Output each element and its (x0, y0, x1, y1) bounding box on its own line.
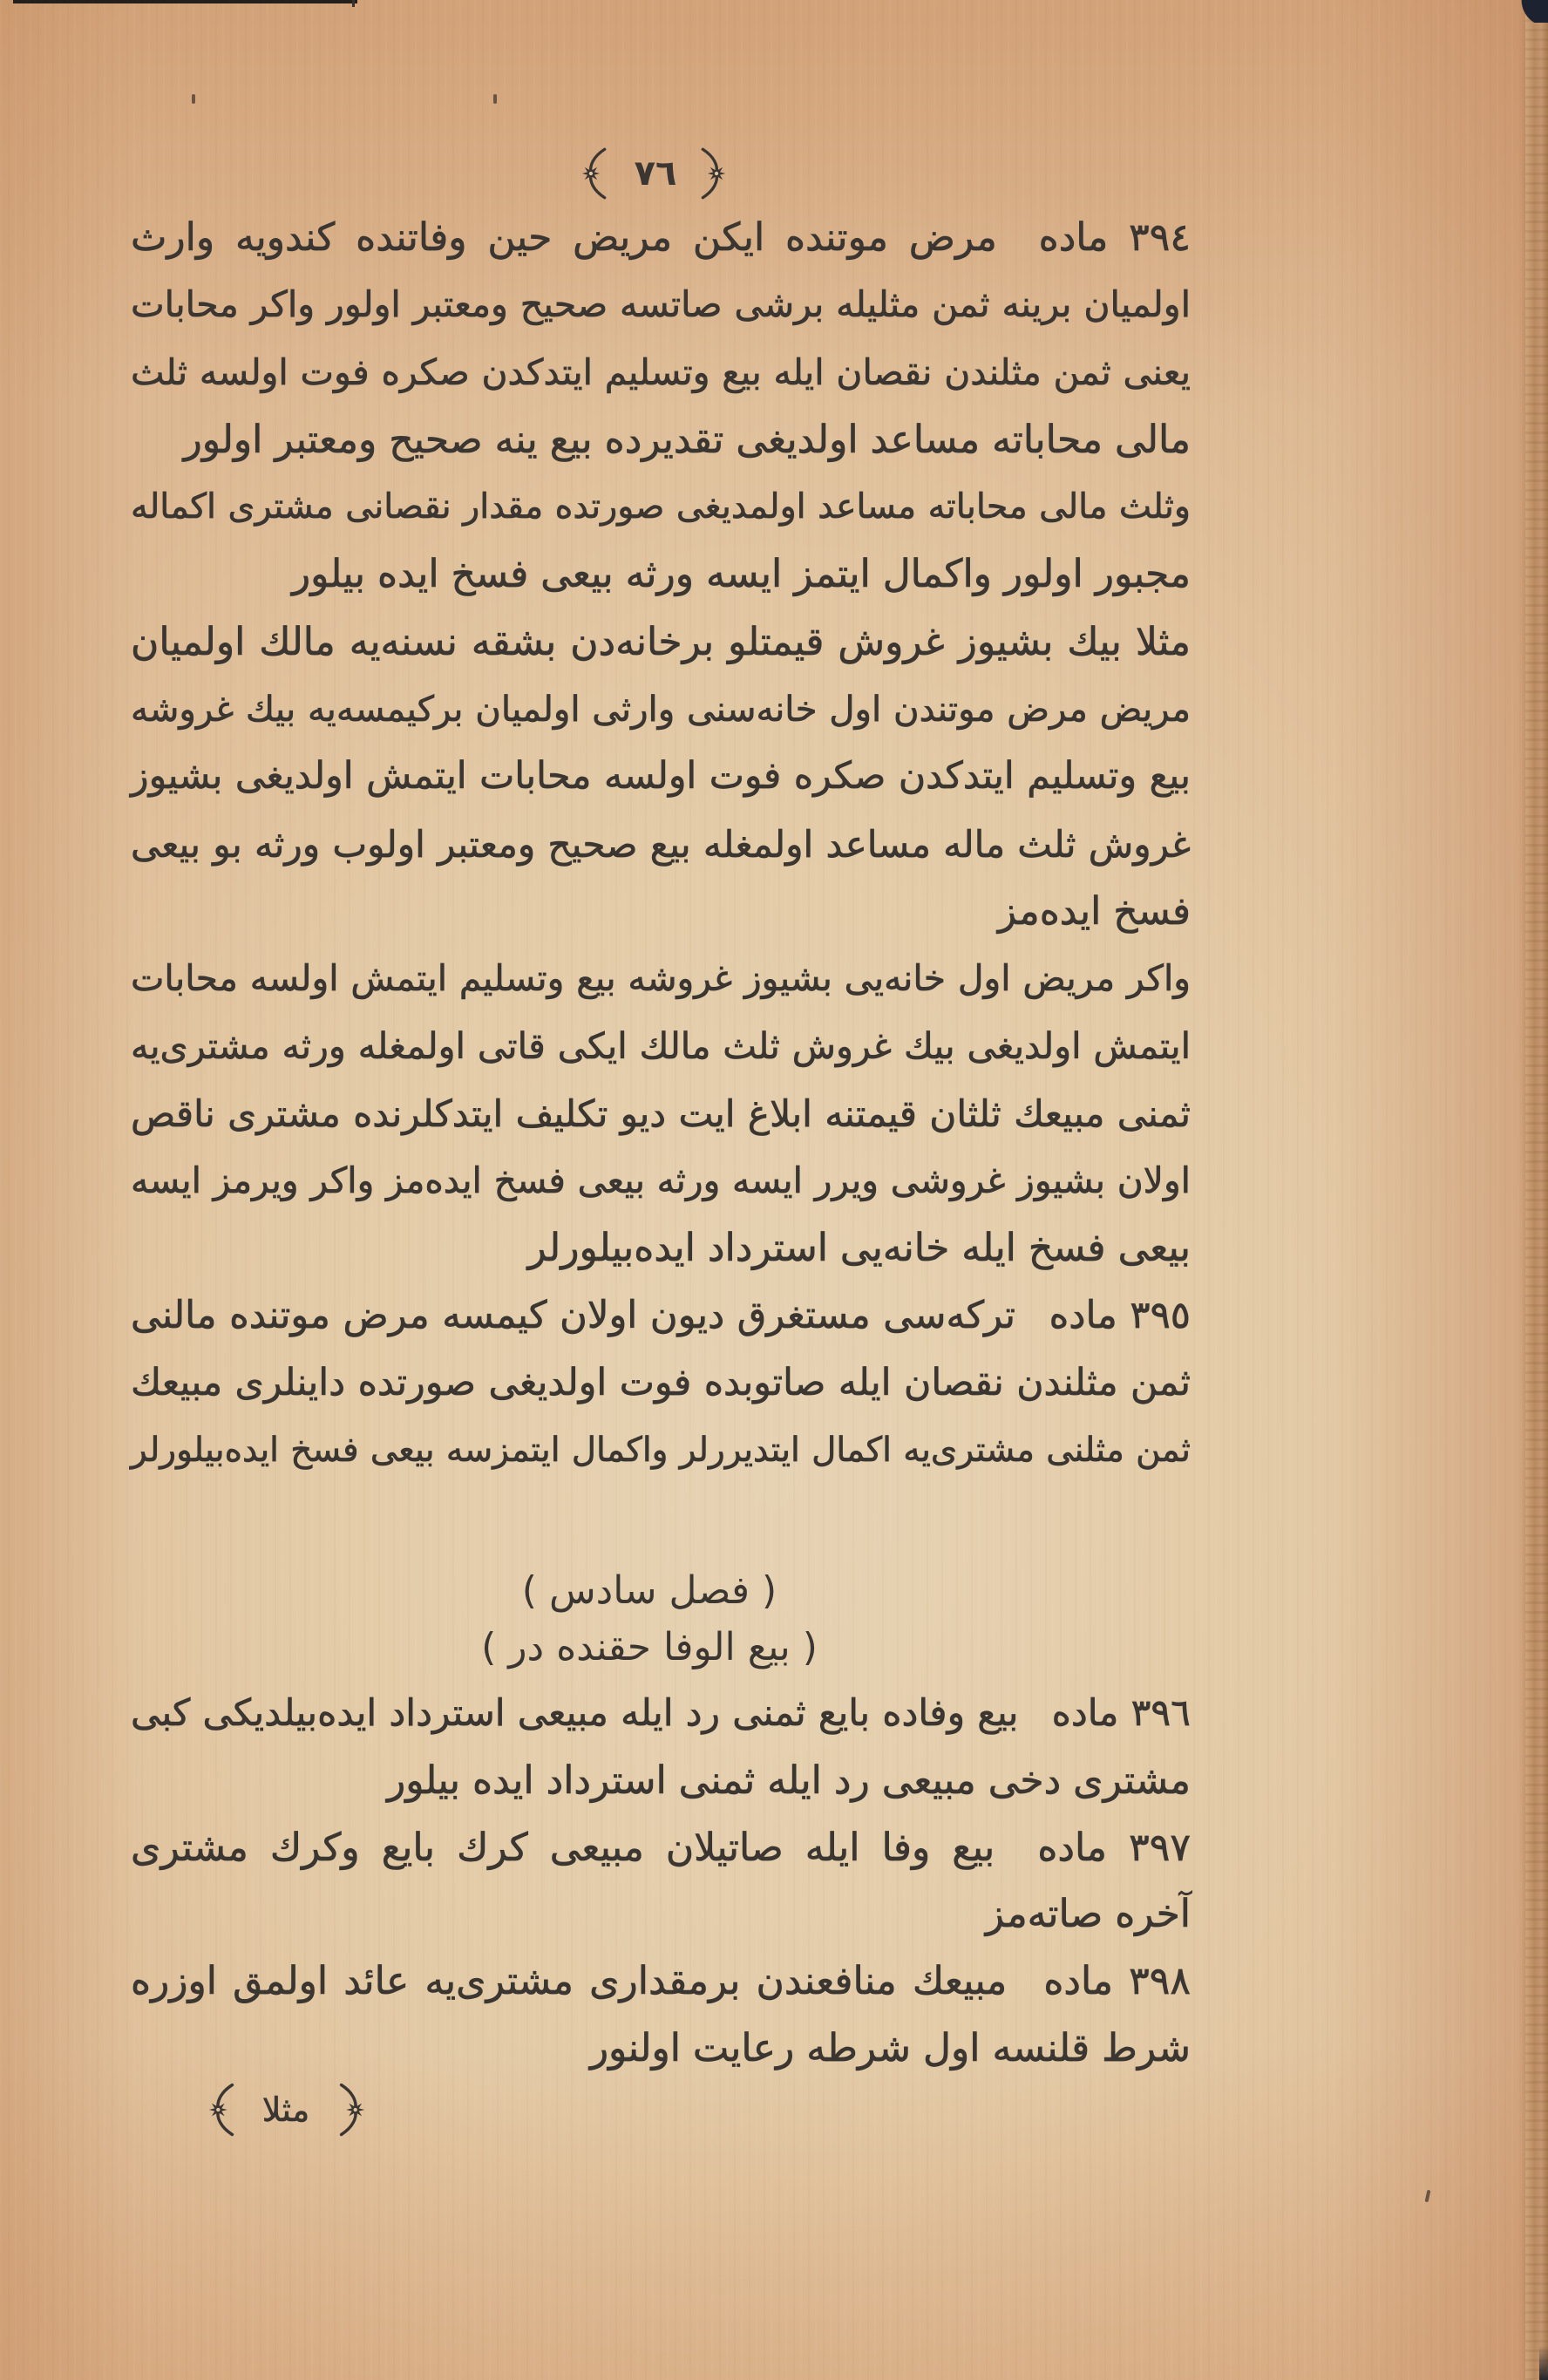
paper-speck (1425, 2190, 1431, 2203)
article-number: ٣٩٤ (1129, 215, 1191, 260)
text-line: یعنی ثمن مثلندن نقصان ایله بیع وتسلیم ایتدكدن صكره فوت اولسه ثلث (131, 350, 1191, 393)
paper-speck (192, 94, 195, 104)
text-line: مالی محاباته مساعد اولدیغی تقدیرده بیع ینه صحیح ومعتبر اولور (183, 417, 1191, 462)
text-line: وثلث مالی محاباته مساعد اولمدیغی صورتده مقدار نقصانی مشتری اكماله (131, 486, 1191, 527)
article-397-heading-line (131, 1815, 1191, 1882)
article-label: ماده (1049, 1293, 1117, 1337)
section-subtitle: ( بیع الوفا حقنده در ) (481, 1625, 818, 1669)
floral-bracket-left-icon (580, 146, 612, 201)
text-line: مریض مرض موتندن اول خانه‌سنی وارثی اولمیان بركیمسه‌یه بیك غروشه (131, 689, 1191, 731)
text-line: ثمن مثلندن نقصان ایله صاتوبده فوت اولدیغی صورتده داینلری مبیعك (131, 1361, 1191, 1405)
catchword-text: مثلا (261, 2091, 310, 2129)
article-398-heading-line (131, 1948, 1191, 2016)
floral-bracket-right-icon (696, 146, 728, 201)
section-title: ( فصل سادس ) (521, 1568, 777, 1613)
article-text: بیع وفاده بایع ثمنی رد ایله مبیعی استرداد ایده‌بیلدیكی كبی (131, 1692, 1019, 1735)
text-line: ثمن مثلنی مشتری‌یه اكمال ایتدیررلر واكمال ایتمزسه بیعی فسخ ایده‌بیلورلر (131, 1431, 1191, 1471)
text-line: بیعی فسخ ایله خانه‌یی استرداد ایده‌بیلورلر (527, 1226, 1191, 1271)
article-text: بیع وفا ایله صاتیلان مبیعی كرك بایع وكرك مشتری (131, 1825, 995, 1870)
text-line: ایتمش اولدیغی بیك غروش ثلث مالك ایكی قاتی اولمغله ورثه مشتری‌یه (131, 1024, 1191, 1067)
text-line: ثمنی مبیعك ثلثان قیمتنه ابلاغ ایت دیو تكلیف ایتدكلرنده مشتری ناقص (131, 1091, 1191, 1135)
article-text: مبیعك منافعندن برمقداری مشتری‌یه عائد اولمق اوزره (131, 1959, 1008, 2004)
article-396-heading-line (131, 1681, 1191, 1748)
scan-edge-line (13, 0, 357, 3)
background-corner-top-right (1518, 0, 1548, 23)
text-line: مجبور اولور واكمال ایتمز ایسه ورثه بیعی فسخ ایده بیلور (291, 552, 1191, 597)
background-corner-bottom-right (1539, 2345, 1548, 2380)
article-number: ٣٩٨ (1129, 1959, 1191, 2004)
article-395-heading-line (131, 1282, 1191, 1350)
page-stack-edge (1525, 0, 1548, 2380)
page-number-header (580, 146, 728, 201)
article-text: تركه‌سی مستغرق دیون اولان كیمسه مرض موتنده مالنی (131, 1293, 1016, 1337)
text-line: اولمیان برینه ثمن مثلیله برشی صاتسه صحیح ومعتبر اولور واكر محابات (131, 283, 1191, 326)
article-number: ٣٩٥ (1130, 1293, 1191, 1337)
floral-bracket-right-icon (334, 2082, 367, 2138)
text-line: واكر مریض اول خانه‌یی بشیوز غروشه بیع وتسلیم ایتمش اولسه محابات (131, 957, 1191, 1000)
article-number: ٣٩٧ (1129, 1825, 1191, 1870)
article-label: ماده (1037, 1825, 1107, 1870)
text-line: مشتری دخی مبیعی رد ایله ثمنی استرداد ایده بیلور (386, 1758, 1191, 1803)
page-number: ٧٦ (634, 153, 677, 194)
article-394-heading-line (131, 204, 1191, 271)
paper-speck (493, 94, 497, 104)
catchword (207, 2082, 367, 2138)
text-block-articles-394-395 (131, 204, 1191, 1485)
scan-edge-tick (352, 0, 355, 7)
text-line: شرط قلنسه اول شرطه رعایت اولنور (589, 2025, 1191, 2071)
text-line: غروش ثلث ماله مساعد اولمغله بیع صحیح ومعتبر اولوب ورثه بو بیعی (131, 822, 1191, 866)
article-number: ٣٩٦ (1130, 1692, 1191, 1735)
article-text: مرض موتنده ایكن مریض حین وفاتنده كندویه وارث (131, 215, 997, 260)
article-label: ماده (1043, 1959, 1113, 2004)
article-label: ماده (1038, 215, 1109, 260)
article-label: ماده (1051, 1692, 1119, 1735)
text-line: آخره صاته‌مز (985, 1892, 1191, 1937)
text-line: بیع وتسلیم ایتدكدن صكره فوت اولسه محابات ایتمش اولدیغی بشیوز (131, 754, 1191, 799)
text-line: اولان بشیوز غروشی ویرر ایسه ورثه بیعی فسخ ایده‌مز واكر ویرمز ایسه (131, 1159, 1191, 1202)
text-block-articles-396-398 (131, 1681, 1191, 2083)
example-line: مثلا بیك بشیوز غروش قیمتلو برخانه‌دن بشقه نسنه‌یه مالك اولمیان (131, 619, 1191, 664)
floral-bracket-left-icon (207, 2082, 240, 2138)
text-line: فسخ ایده‌مز (997, 888, 1191, 934)
